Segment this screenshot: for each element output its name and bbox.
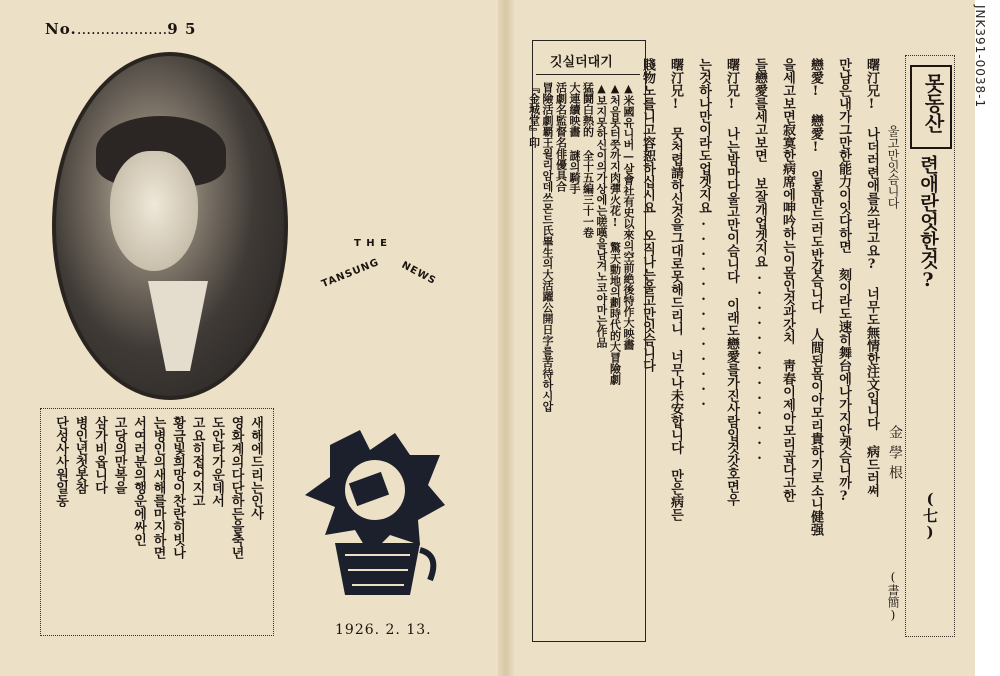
archive-stamp: JNK391-0038-1 xyxy=(973,5,987,109)
ad-column: ▲처음봇터쯧까지肉彈火花! 驚天動地의劃時代的大冒險劇 xyxy=(608,82,622,385)
article-author: 金學根 xyxy=(887,425,903,485)
greeting-column: 삼가비옵니다 xyxy=(92,416,107,494)
movie-ad-heading-text: 깃실더대기 xyxy=(550,55,613,70)
portrait-face xyxy=(110,151,198,271)
greeting-column: 새해에드리는인사 xyxy=(248,416,263,520)
article-column: 曙汀兄! 나는밤마다울고만이슴니다 이래도戀愛를가진사람입것갓호면우 xyxy=(724,58,739,506)
article-title xyxy=(910,65,952,149)
greeting-column: 단성사사원일동 xyxy=(53,416,68,507)
movie-ad-heading xyxy=(536,44,640,75)
ad-column: 大連續映畵 謎의騎手 xyxy=(568,82,581,194)
flower-vase-illustration xyxy=(300,425,450,605)
article-column: 만남은내가그만한能力이잇다하면 刻이라도速히舞台에나가지안켓슴니까? xyxy=(836,58,851,504)
ad-column: ▲보지못하신이의가상에는嗟嘆을남겨노코야마는作品 xyxy=(595,82,608,348)
article-column: 曙汀兄! 나더러련애를쓰라고요? 너무도無情한注文입니다 病드러쎠 xyxy=(864,58,879,497)
masthead-the: T H E xyxy=(354,238,388,249)
ad-column: 猛鬪白熱的 全十五編三十一卷 xyxy=(581,82,595,238)
article-column: 는것하나만이라도업겟지요............. xyxy=(696,58,711,409)
article-column: 曙汀兄! 뭇처렵請하신것을그대로못해드리니 너무나未安합니다 만은病든 xyxy=(668,58,683,521)
greeting-column: 서여러분의행운에싸인 xyxy=(131,416,146,546)
article-chapter: (七) xyxy=(921,490,939,541)
issue-number-dots: ................... xyxy=(76,20,168,38)
article-column: 을세고보면寂寞한病席에呻吟하는이몸인것과갓치 靑春이제아모리곱다고한 xyxy=(780,58,795,502)
article-subtitle: 련애란엇한것? xyxy=(917,155,939,291)
article-column: 戀愛! 戀愛! 일흠만드러도반갑슴니다 人間된몸이아모리貴하기로소니健强 xyxy=(808,58,823,536)
article-title-text: 못동산 xyxy=(921,73,945,133)
greeting-column: 고당의만복을 xyxy=(111,416,127,494)
greeting-column: 는병인의새해를마지하면 xyxy=(150,416,166,559)
article-genre: (書簡) xyxy=(886,570,900,622)
ad-column: ▲米國유니버—살會社有史以來의空前絶後特作大映畵 xyxy=(622,82,635,350)
tansung-news-masthead xyxy=(320,230,450,310)
article-column: 들戀愛를세고보면 보잘개업겟지요............. xyxy=(752,58,767,463)
article-column: 賤物노를니고容恕하십시요 오직나는울고만잇슴니다 xyxy=(640,58,655,372)
issue-number-label: No. xyxy=(45,20,77,38)
actor-portrait xyxy=(52,52,288,400)
portrait-collar xyxy=(148,281,208,371)
greeting-column: 도안타가운데서 xyxy=(209,416,224,507)
greeting-column: 고요히접어지고 xyxy=(189,416,205,507)
article-tagline: 울고만잇슴니다 xyxy=(886,125,900,209)
book-gutter xyxy=(498,0,514,676)
greeting-column: 황금빛희망이찬란히빗나 xyxy=(170,416,185,559)
masthead-news: NEWS xyxy=(399,259,438,288)
ad-column: 冒險活劇覇王윌리암데쓰몬드氏畢生의大活躍公開日字를苦待하시압 xyxy=(541,82,554,412)
masthead-tansung: TANSUNG xyxy=(320,256,381,291)
ad-column: 活劇名監督名俳優具合 xyxy=(554,82,568,192)
issue-number-value: 9 5 xyxy=(167,20,197,38)
publication-date: 1926. 2. 13. xyxy=(335,622,432,638)
greeting-column: 병인년첫봇참 xyxy=(72,416,88,494)
ad-column: 『金城堂』印 xyxy=(527,82,541,148)
issue-number xyxy=(45,20,196,38)
greeting-column: 영화계의다단하든을축년 xyxy=(228,416,244,559)
